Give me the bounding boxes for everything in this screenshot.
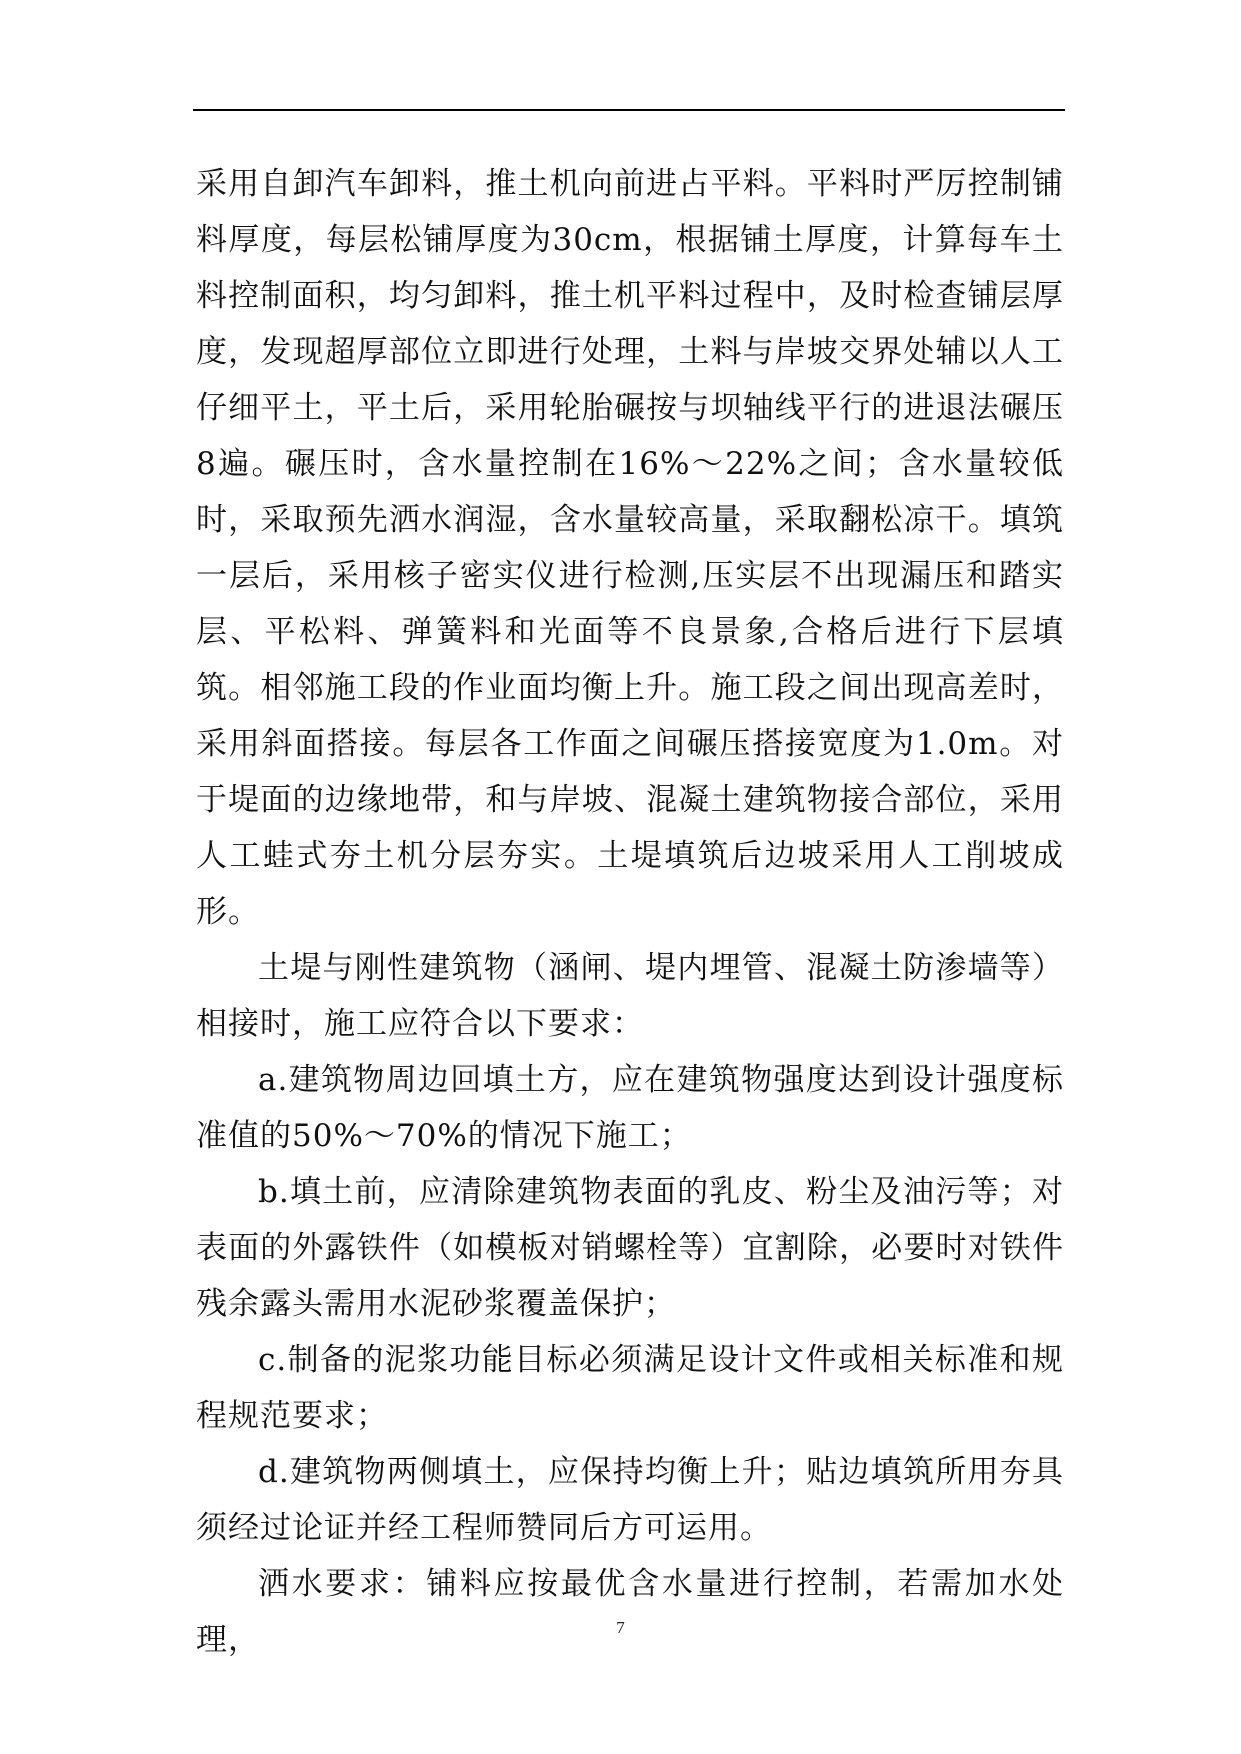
paragraph-rigid-structure-intro: 土堤与刚性建筑物（涵闸、堤内埋管、混凝土防渗墙等）相接时，施工应符合以下要求： [196,950,1064,1042]
paragraph-requirement-b: b.填土前，应清除建筑物表面的乳皮、粉尘及油污等；对表面的外露铁件（如模板对销螺栓等）宜割除，必要时对铁件残余露头需用水泥砂浆覆盖保护； [196,1174,1064,1322]
paragraph-requirement-d: d.建筑物两侧填土，应保持均衡上升；贴边填筑所用夯具须经过论证并经工程师赞同后方可运用。 [196,1454,1064,1546]
paragraph-requirement-a: a.建筑物周边回填土方，应在建筑物强度达到设计强度标准值的50%～70%的情况下施工； [196,1062,1064,1154]
document-body [196,156,1064,1668]
paragraph-fill-procedure: 采用自卸汽车卸料，推土机向前进占平料。平料时严厉控制铺料厚度，每层松铺厚度为30cm，根据铺土厚度，计算每车土料控制面积，均匀卸料，推土机平料过程中，及时检查铺层厚度，发现超厚部位立即进行处理，土料与岸坡交界处辅以人工仔细平土，平土后，采用轮胎碾按与坝轴线平行的进退法碾压8遍。碾压时，含水量控制在16%～22%之间；含水量较低时，采取预先洒水润湿，含水量较高量，采取翻松凉干。填筑一层后，采用核子密实仪进行检测,压实层不出现漏压和踏实层、平松料、弹簧料和光面等不良景象,合格后进行下层填筑。相邻施工段的作业面均衡上升。施工段之间出现高差时，采用斜面搭接。每层各工作面之间碾压搭接宽度为1.0m。对于堤面的边缘地带，和与岸坡、混凝土建筑物接合部位，采用人工蛙式夯土机分层夯实。土堤填筑后边坡采用人工削坡成形。 [196,166,1064,930]
page-number: 7 [616,1618,625,1637]
header-rule [193,109,1065,111]
paragraph-requirement-c: c.制备的泥浆功能目标必须满足设计文件或相关标准和规程规范要求； [196,1342,1064,1434]
paragraph-watering-requirement: 洒水要求：铺料应按最优含水量进行控制，若需加水处理， [196,1566,1064,1658]
